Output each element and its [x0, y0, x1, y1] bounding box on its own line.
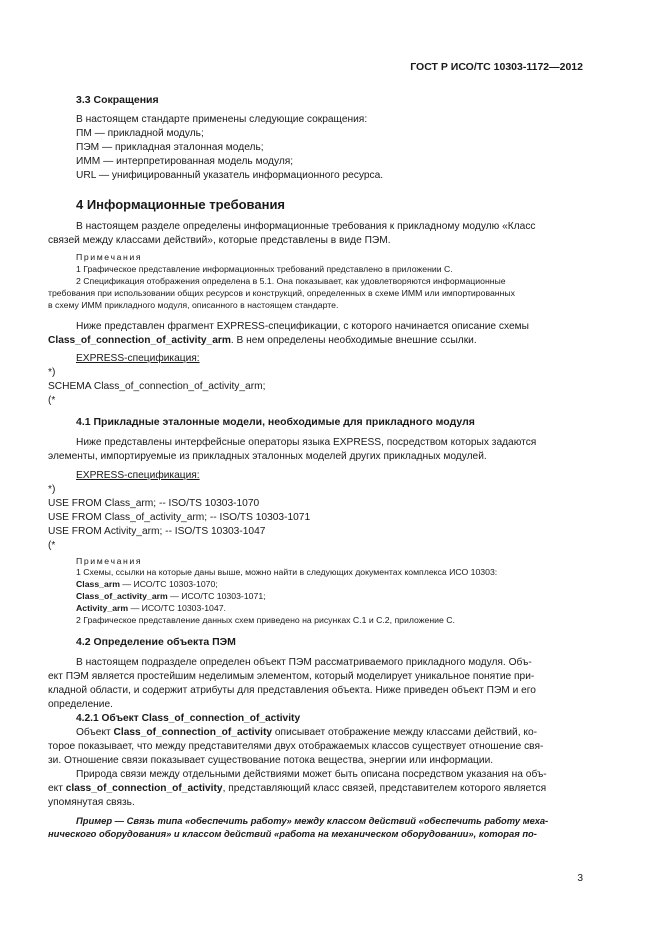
note: 1 Графическое представление информационных требований представлено в приложении С. — [76, 264, 453, 274]
s33-item: ПЭМ — прикладная эталонная модель; — [76, 142, 264, 153]
s33-item: ПМ — прикладной модуль; — [76, 128, 204, 139]
s42-para: определение. — [48, 699, 113, 710]
s42-para: кладной области, и содержит атрибуты для представления объекта. Ниже приведен объект ПЭМ и его — [48, 685, 536, 696]
s41-para: элементы, импортируемые из прикладных эталонных моделей других прикладных модулей. — [48, 451, 487, 462]
s421-para: ект class_of_connection_of_activity, представляющий класс связей, представителем которого является — [48, 783, 547, 794]
notes-title: Примечания — [76, 252, 143, 262]
code-line: (* — [48, 540, 56, 551]
s4-frag: Ниже представлен фрагмент EXPRESS-спецификации, с которого начинается описание схемы — [76, 321, 529, 332]
code-line: *) — [48, 484, 56, 495]
s42-para: ект ПЭМ является простейшим неделимым элементом, который моделирует уникальное понятие при- — [48, 671, 535, 682]
express-label: EXPRESS-спецификация: — [76, 470, 200, 481]
code-line: USE FROM Activity_arm; -- ISO/TS 10303-1047 — [48, 526, 266, 537]
section-4-2-1-title: 4.2.1 Объект Class_of_connection_of_activity — [76, 713, 301, 724]
s421-para: Объект Class_of_connection_of_activity описывает отображение между классами действий, ко- — [76, 727, 538, 738]
s421-para: зи. Отношение связи показывает существование потока вещества, энергии или информации. — [48, 755, 494, 766]
section-4-2-title: 4.2 Определение объекта ПЭМ — [76, 636, 236, 648]
s42-para: В настоящем подразделе определен объект ПЭМ рассматриваемого прикладного модуля. Объ- — [76, 657, 532, 668]
note-ref: Class_arm — ИСО/ТС 10303-1070; — [76, 579, 218, 589]
note: 2 Графическое представление данных схем приведено на рисунках С.1 и С.2, приложение С. — [76, 615, 455, 625]
document-header: ГОСТ Р ИСО/ТС 10303-1172—2012 — [410, 61, 583, 73]
example: Пример — Связь типа «обеспечить работу» между классом действий «обеспечить работу меха- — [76, 815, 549, 826]
s33-item: URL — унифицированный указатель информационного ресурса. — [76, 170, 384, 181]
code-line: *) — [48, 367, 56, 378]
code-line: USE FROM Class_arm; -- ISO/TS 10303-1070 — [48, 498, 260, 509]
notes-title: Примечания — [76, 556, 143, 566]
section-4-1-title: 4.1 Прикладные эталонные модели, необходимые для прикладного модуля — [76, 416, 475, 428]
code-line: (* — [48, 395, 56, 406]
note: 2 Спецификация отображения определена в 5.1. Она показывает, как удовлетворяются информационные — [76, 276, 506, 286]
section-3-3-title: 3.3 Сокращения — [76, 94, 159, 106]
note: 1 Схемы, ссылки на которые даны выше, можно найти в следующих документах комплекса ИСО 10303: — [76, 567, 498, 577]
note-ref: Activity_arm — ИСО/ТС 10303-1047. — [76, 603, 226, 613]
s421-para: Природа связи между отдельными действиями может быть описана посредством указания на объ- — [76, 769, 547, 780]
page-number: 3 — [577, 873, 583, 884]
s33-intro: В настоящем стандарте применены следующие сокращения: — [76, 114, 368, 125]
s41-para: Ниже представлены интерфейсные операторы языка EXPRESS, посредством которых задаются — [76, 437, 537, 448]
express-label: EXPRESS-спецификация: — [76, 353, 200, 364]
s4-frag: Class_of_connection_of_activity_arm. В нем определены необходимые внешние ссылки. — [48, 335, 477, 346]
code-line: SCHEMA Class_of_connection_of_activity_arm; — [48, 381, 266, 392]
note-ref: Class_of_activity_arm — ИСО/ТС 10303-1071; — [76, 591, 266, 601]
section-4-title: 4 Информационные требования — [76, 197, 286, 212]
s421-para: упомянутая связь. — [48, 797, 135, 808]
note: в схему ИММ прикладного модуля, описанного в настоящем стандарте. — [48, 300, 339, 310]
s4-intro: связей между классами действий», которые представлены в виде ПЭМ. — [48, 235, 391, 246]
example: нического оборудования» и классом действий «работа на механическом оборудовании», которая по- — [48, 828, 537, 839]
note: требования при использовании общих ресурсов и конструкций, определенных в схеме ИММ или импортированных — [48, 288, 515, 298]
s421-para: торое показывает, что между представителями двух отображаемых классов существует отношение свя- — [48, 741, 544, 752]
code-line: USE FROM Class_of_activity_arm; -- ISO/TS 10303-1071 — [48, 512, 311, 523]
s33-item: ИММ — интерпретированная модель модуля; — [76, 156, 294, 167]
s4-intro: В настоящем разделе определены информационные требования к прикладному модулю «Класс — [76, 221, 536, 232]
